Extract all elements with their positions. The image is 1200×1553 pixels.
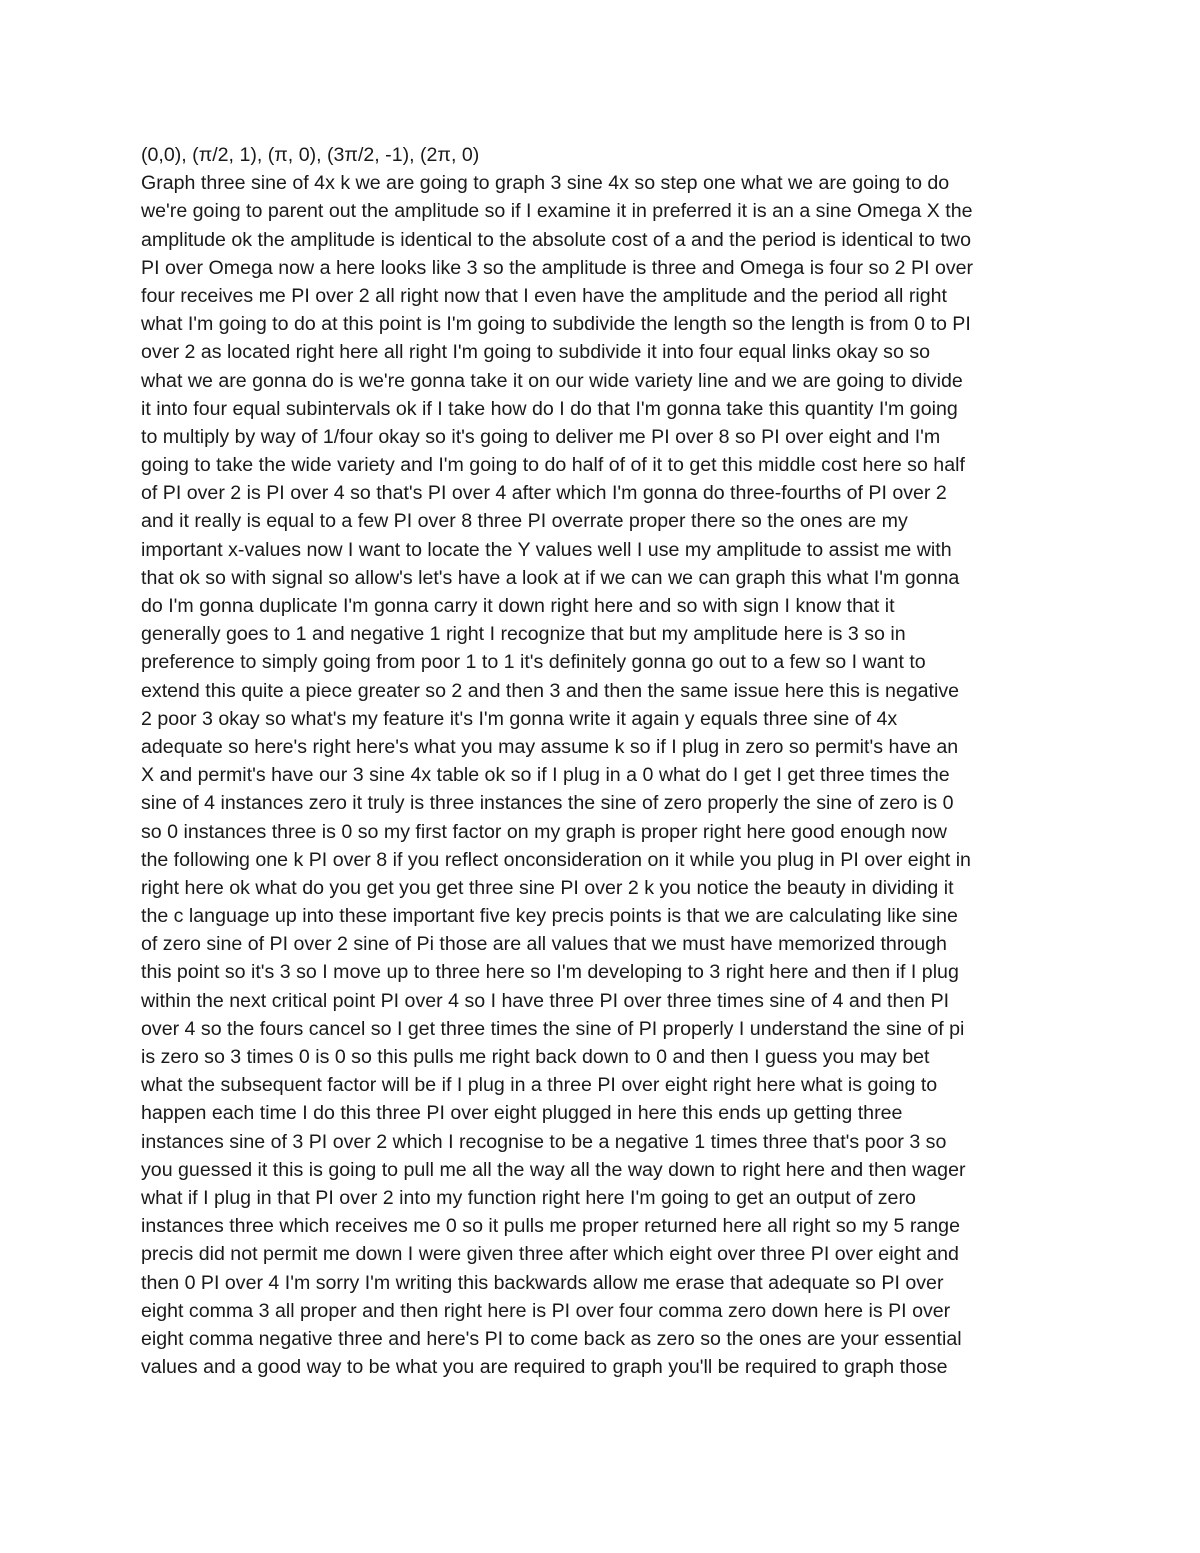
text-line: X and permit's have our 3 sine 4x table ok so if I plug in a 0 what do I get I get three times the (141, 764, 950, 787)
text-line: over 2 as located right here all right I'm going to subdivide it into four equal links okay so so (141, 341, 931, 364)
text-line: and it really is equal to a few PI over 8 three PI overrate proper there so the ones are my (141, 510, 908, 533)
text-line: this point so it's 3 so I move up to three here so I'm developing to 3 right here and then if I plug (141, 961, 959, 984)
text-line: amplitude ok the amplitude is identical to the absolute cost of a and the period is identical to two (141, 228, 971, 251)
text-line: what I'm going to do at this point is I'm going to subdivide the length so the length is from 0 to PI (141, 313, 971, 336)
document-body (141, 141, 1071, 1381)
text-line: eight comma negative three and here's PI to come back as zero so the ones are your essential (141, 1327, 962, 1350)
text-line: instances three which receives me 0 so it pulls me proper returned here all right so my 5 range (141, 1215, 960, 1238)
text-line: the following one k PI over 8 if you reflect onconsideration on it while you plug in PI over eight in (141, 848, 971, 871)
text-line: instances sine of 3 PI over 2 which I recognise to be a negative 1 times three that's poor 3 so (141, 1130, 947, 1153)
text-line: it into four equal subintervals ok if I take how do I do that I'm gonna take this quantity I'm going (141, 397, 958, 420)
text-line: happen each time I do this three PI over eight plugged in here this ends up getting three (141, 1102, 903, 1125)
text-line: 2 poor 3 okay so what's my feature it's I'm gonna write it again y equals three sine of 4x (141, 707, 898, 730)
text-line: extend this quite a piece greater so 2 and then 3 and then the same issue here this is negative (141, 679, 960, 702)
text-line: then 0 PI over 4 I'm sorry I'm writing this backwards allow me erase that adequate so PI over (141, 1271, 944, 1294)
text-line: four receives me PI over 2 all right now that I even have the amplitude and the period all right (141, 284, 947, 307)
text-line: right here ok what do you get you get three sine PI over 2 k you notice the beauty in dividing it (141, 876, 954, 899)
text-line: within the next critical point PI over 4 so I have three PI over three times sine of 4 and then PI (141, 989, 950, 1012)
text-line: what the subsequent factor will be if I plug in a three PI over eight right here what is going to (141, 1074, 938, 1097)
text-line: preference to simply going from poor 1 to 1 it's definitely gonna go out to a few so I want to (141, 651, 926, 674)
coordinate-points-line: (0,0), (π/2, 1), (π, 0), (3π/2, -1), (2π, 0) (141, 144, 480, 166)
text-line: generally goes to 1 and negative 1 right I recognize that but my amplitude here is 3 so in (141, 623, 906, 646)
text-line: of zero sine of PI over 2 sine of Pi those are all values that we must have memorized through (141, 933, 947, 956)
text-line: sine of 4 instances zero it truly is three instances the sine of zero properly the sine of zero is 0 (141, 792, 954, 815)
text-line: to multiply by way of 1/four okay so it's going to deliver me PI over 8 so PI over eight and I'm (141, 425, 941, 448)
text-line: is zero so 3 times 0 is 0 so this pulls me right back down to 0 and then I guess you may bet (141, 1046, 930, 1068)
text-line: Graph three sine of 4x k we are going to graph 3 sine 4x so step one what we are going to do (141, 172, 950, 195)
text-line: adequate so here's right here's what you may assume k so if I plug in zero so permit's have an (141, 735, 959, 758)
text-line: so 0 instances three is 0 so my first factor on my graph is proper right here good enough now (141, 820, 947, 843)
text-line: important x-values now I want to locate the Y values well I use my amplitude to assist me with (141, 538, 952, 561)
text-line: of PI over 2 is PI over 4 so that's PI over 4 after which I'm gonna do three-fourths of PI over 2 (141, 482, 947, 505)
text-line: you guessed it this is going to pull me all the way all the way down to right here and then wager (141, 1158, 966, 1181)
text-line: eight comma 3 all proper and then right here is PI over four comma zero down here is PI over (141, 1299, 951, 1322)
text-line: what if I plug in that PI over 2 into my function right here I'm going to get an output of zero (141, 1186, 916, 1209)
text-line: that ok so with signal so allow's let's have a look at if we can we can graph this what I'm gonna (141, 566, 960, 589)
text-line: the c language up into these important five key precis points is that we are calculating like sine (141, 905, 958, 928)
text-line: what we are gonna do is we're gonna take it on our wide variety line and we are going to divide (141, 369, 963, 392)
text-line: precis did not permit me down I were given three after which eight over three PI over eight and (141, 1243, 959, 1266)
text-line: over 4 so the fours cancel so I get three times the sine of PI properly I understand the sine of pi (141, 1017, 965, 1040)
text-line: do I'm gonna duplicate I'm gonna carry it down right here and so with sign I know that it (141, 595, 895, 617)
text-line: we're going to parent out the amplitude so if I examine it in preferred it is an a sine Omega X the (141, 200, 973, 223)
text-line: PI over Omega now a here looks like 3 so the amplitude is three and Omega is four so 2 PI over (141, 256, 974, 279)
text-line: values and a good way to be what you are required to graph you'll be required to graph those (141, 1356, 948, 1379)
text-line: going to take the wide variety and I'm going to do half of of it to get this middle cost here so half (141, 454, 965, 477)
